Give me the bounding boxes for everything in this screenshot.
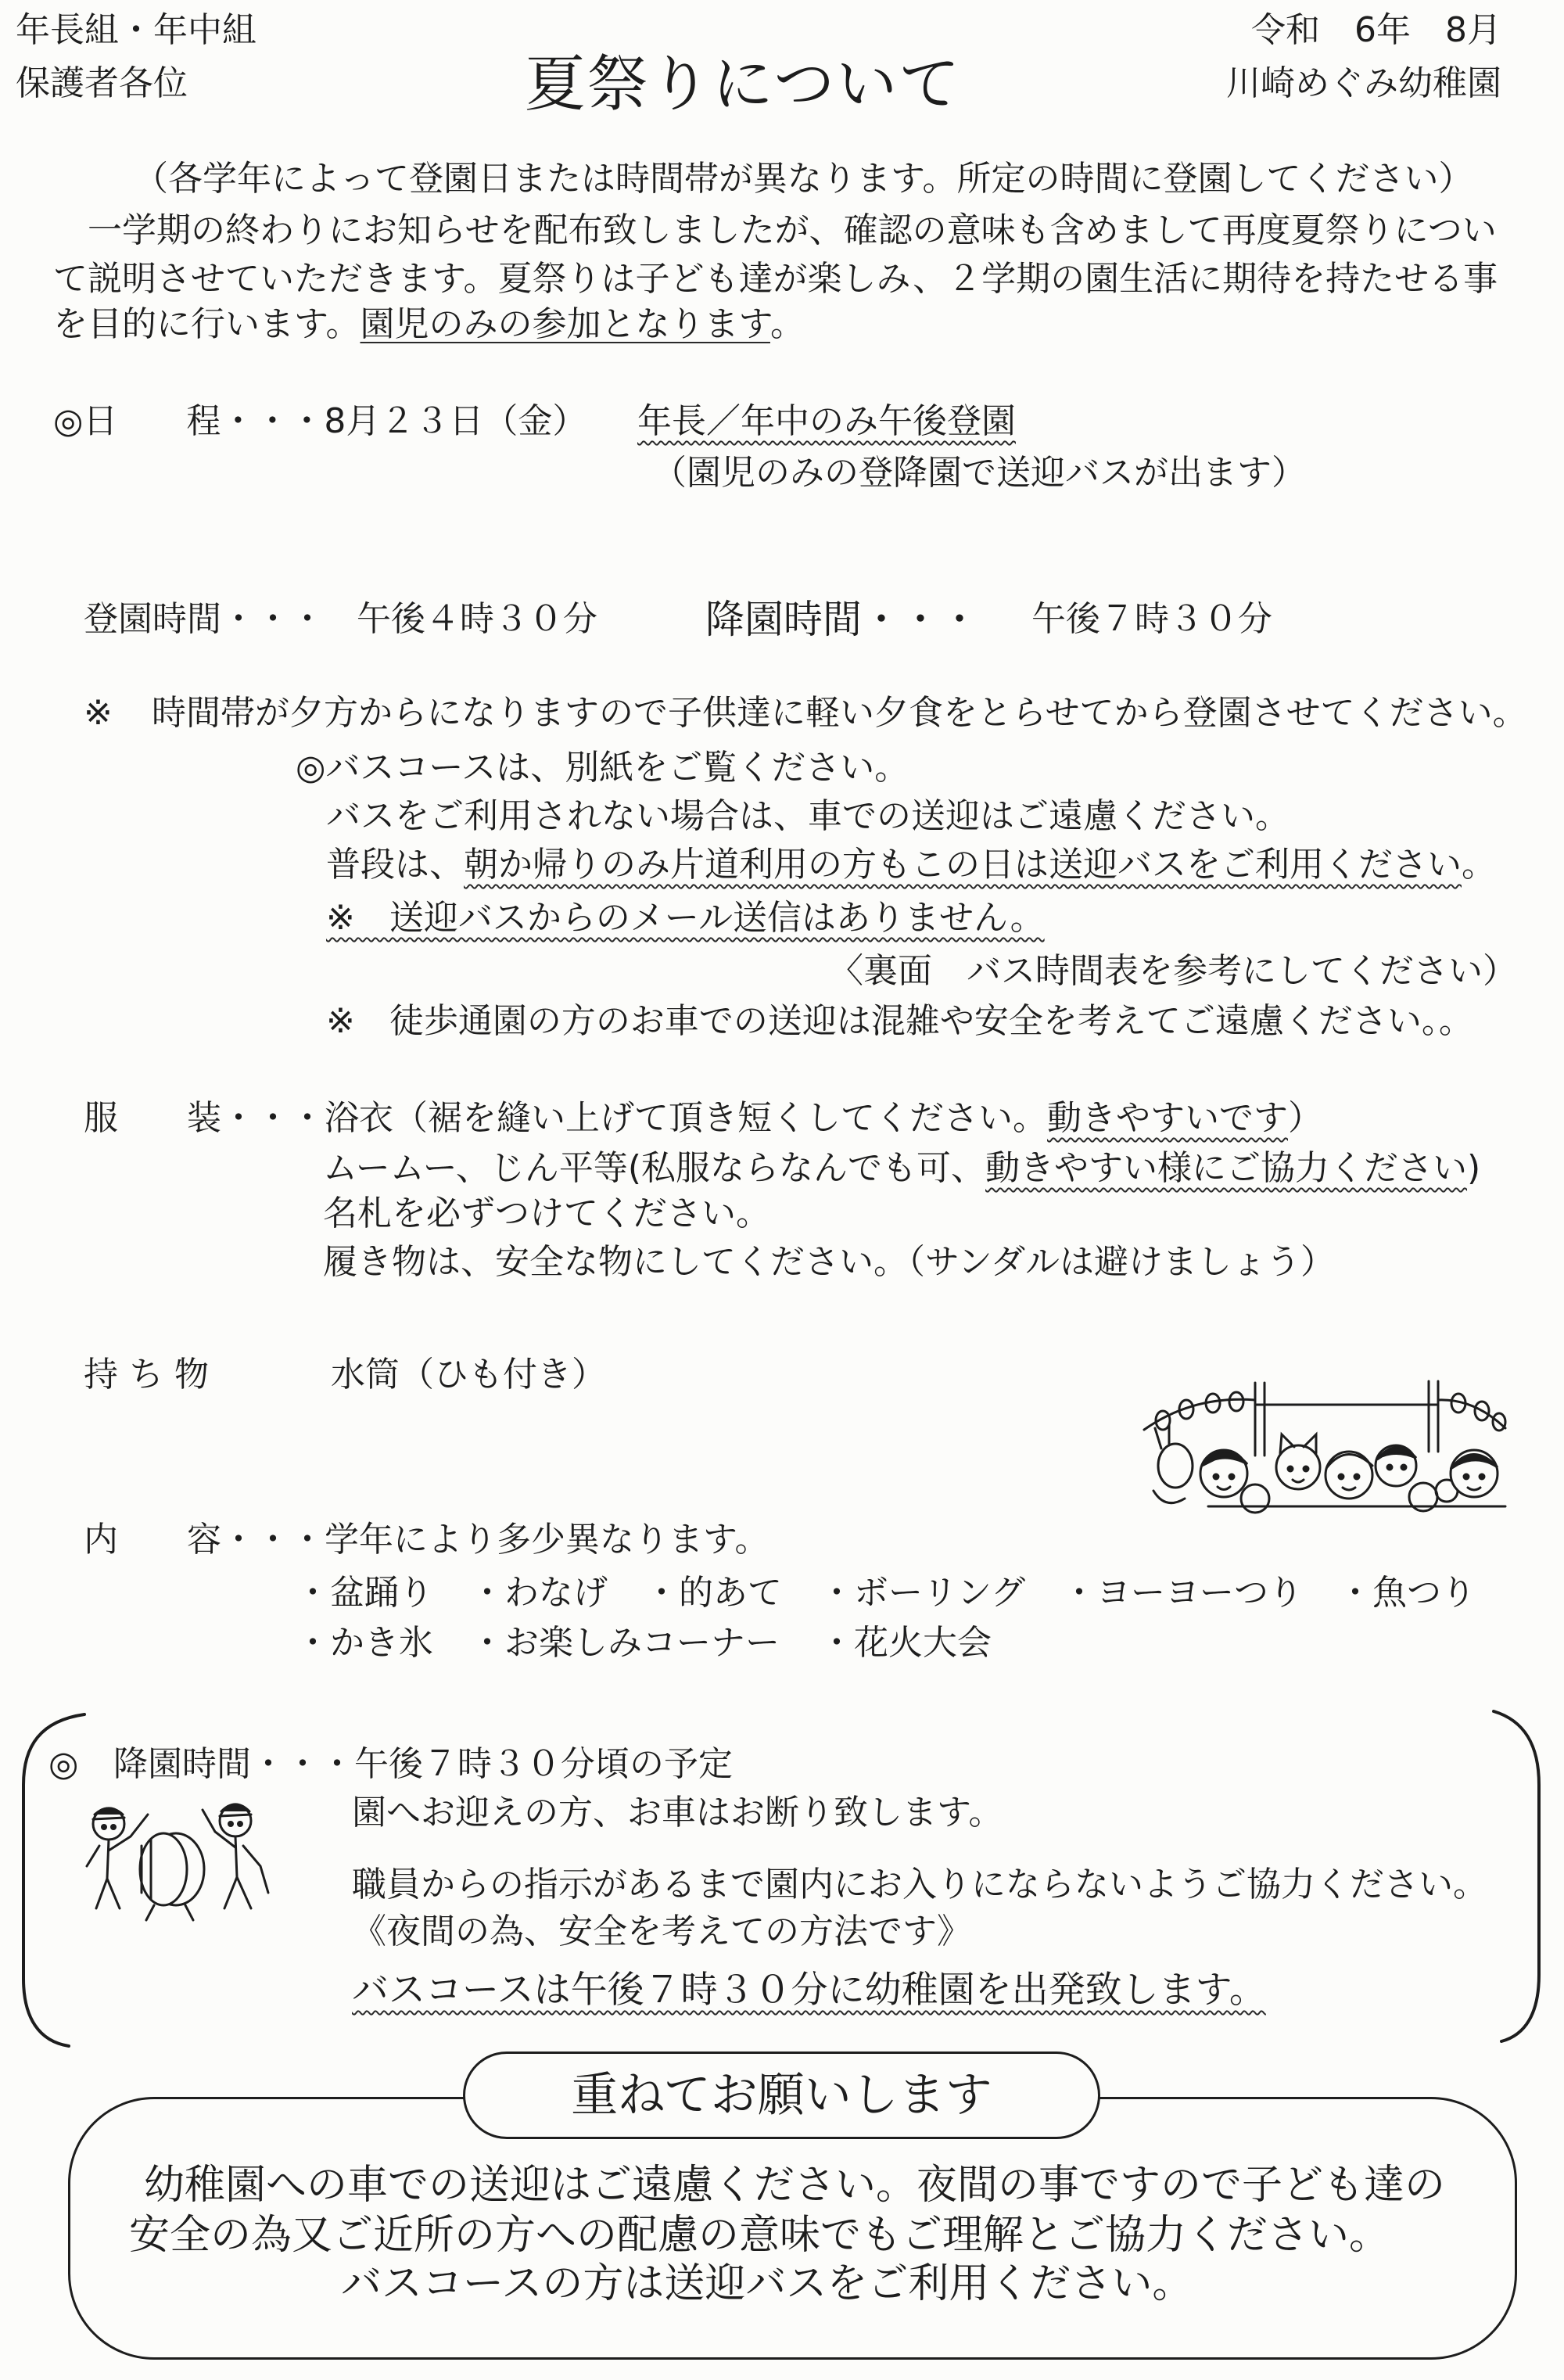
intro-line-3-end: 。 xyxy=(769,304,805,344)
one-way-note-end: 。 xyxy=(1462,845,1496,885)
activity-item: ・盆踊り xyxy=(296,1573,433,1613)
no-mail-note xyxy=(326,898,1045,939)
arrival-time-label: 登園時間・・・ xyxy=(84,599,325,639)
intro-line-1: 一学期の終わりにお知らせを配布致しましたが、確認の意味も含めまして再度夏祭りについ xyxy=(53,210,1497,250)
pickup-line-2: 職員からの指示があるまで園内にお入りにならないようご協力ください。 xyxy=(352,1865,1487,1904)
activity-item: ・花火大会 xyxy=(820,1623,992,1663)
dinner-note-mark: ※ xyxy=(84,693,113,733)
contents-line xyxy=(84,1520,769,1560)
schedule-target-text: 年長／年中のみ午後登園 xyxy=(637,401,1016,441)
schedule-target xyxy=(637,401,1016,442)
activity-item: ・お楽しみコーナー xyxy=(470,1623,780,1663)
issue-date: 令和 6年 8月 xyxy=(1251,10,1501,50)
activity-item: ・かき氷 xyxy=(296,1623,433,1663)
activity-item: ・ボーリング xyxy=(820,1573,1026,1613)
clothing-label: 服 装・・・ xyxy=(84,1098,325,1138)
request-line-1: 幼稚園への車での送迎はご遠慮ください。夜間の事ですので子ども達の xyxy=(144,2162,1446,2209)
one-way-note-underlined: 朝か帰りのみ片道利用の方もこの日は送迎バスをご利用ください xyxy=(464,845,1462,885)
activity-item: ・ヨーヨーつり xyxy=(1062,1573,1303,1613)
recipients-line-2: 保護者各位 xyxy=(16,63,188,103)
departure-time-value: 午後７時３０分 xyxy=(1031,599,1272,639)
intro-line-2: て説明させていただきます。夏祭りは子ども達が楽しみ、２学期の園生活に期待を持たせる事 xyxy=(53,259,1498,299)
intro-line-3-start: を目的に行います。 xyxy=(53,304,361,344)
clothing-line-4: 履き物は、安全な物にしてください。（サンダルは避けましょう） xyxy=(323,1242,1336,1282)
taiko-drum-illustration xyxy=(76,1791,273,1924)
intro-line-3-underlined: 園児のみの参加となります xyxy=(360,304,770,344)
departure-time-label: 降園時間・・・ xyxy=(705,597,979,642)
contents-label: 内 容・・・ xyxy=(84,1520,325,1560)
sender-name: 川崎めぐみ幼稚園 xyxy=(1226,63,1501,103)
clothing-line-1 xyxy=(84,1098,1322,1139)
activity-item: ・的あて xyxy=(644,1573,782,1613)
page-title: 夏祭りについて xyxy=(524,49,962,120)
pickup-line-4 xyxy=(352,1969,1266,2012)
recipients-line-1: 年長組・年中組 xyxy=(16,10,256,50)
bus-course-note: ◎バスコースは、別紙をご覧ください。 xyxy=(296,748,909,788)
intro-line-3 xyxy=(53,304,805,345)
clothing-line-2 xyxy=(323,1148,1480,1189)
one-way-note xyxy=(326,845,1496,885)
no-car-note: バスをご利用されない場合は、車での送迎はご遠慮ください。 xyxy=(326,796,1290,836)
schedule-bus-note: （園児のみの登降園で送迎バスが出ます） xyxy=(652,453,1306,493)
schedule-label: ◎日 程・・・ xyxy=(53,401,325,441)
clothing-line-3: 名札を必ずつけてください。 xyxy=(323,1194,770,1233)
clothing-line-1-end: ） xyxy=(1288,1098,1322,1138)
timetable-note: 〈裏面 バス時間表を参考にしてください） xyxy=(829,951,1517,991)
activity-item: ・わなげ xyxy=(470,1573,608,1613)
belongings-label: 持 ち 物 xyxy=(84,1355,209,1395)
clothing-line-2-underlined: 動きやすい様にご協力ください xyxy=(985,1148,1468,1188)
pickup-line-3: 《夜間の為、安全を考えての方法です》 xyxy=(352,1912,971,1951)
pickup-mark: ◎ xyxy=(48,1744,79,1784)
request-line-2: 安全の為又ご近所の方への配慮の意味でもご理解とご協力ください。 xyxy=(129,2212,1390,2259)
clothing-line-2-start: ムームー、じん平等(私服ならなんでも可、 xyxy=(323,1148,986,1188)
arrival-time-value: 午後４時３０分 xyxy=(357,599,597,639)
clothing-line-1-underlined: 動きやすいです xyxy=(1047,1098,1288,1138)
request-heading: 重ねてお願いします xyxy=(463,2052,1100,2139)
one-way-note-start: 普段は、 xyxy=(326,845,464,885)
clothing-line-2-end: ) xyxy=(1467,1148,1481,1188)
request-line-3: バスコースの方は送迎バスをご利用ください。 xyxy=(341,2260,1193,2307)
dinner-note-text: 時間帯が夕方からになりますので子供達に軽い夕食をとらせてから登園させてください。 xyxy=(152,693,1527,733)
pickup-heading: 降園時間・・・午後７時３０分頃の予定 xyxy=(113,1744,733,1784)
pickup-line-1: 園へお迎えの方、お車はお断り致します。 xyxy=(352,1793,1003,1833)
pickup-line-4-text: バスコースは午後７時３０分に幼稚園を出発致します。 xyxy=(352,1969,1266,2012)
schedule-line xyxy=(53,401,586,442)
festival-crowd-illustration xyxy=(1138,1373,1509,1522)
schedule-date: 8月２３日（金） xyxy=(324,401,587,441)
contents-note: 学年により多少異なります。 xyxy=(325,1520,769,1560)
belongings-value: 水筒（ひも付き） xyxy=(331,1355,606,1395)
no-mail-note-text: ※ 送迎バスからのメール送信はありません。 xyxy=(326,898,1045,938)
activity-item: ・魚つり xyxy=(1338,1573,1476,1613)
clothing-line-1-start: 浴衣（裾を縫い上げて頂き短くしてください。 xyxy=(325,1098,1047,1138)
intro-notice: （各学年によって登園日または時間帯が異なります。所定の時間に登園してください） xyxy=(134,159,1473,199)
right-bracket xyxy=(1494,1711,1539,2041)
walking-note: ※ 徒歩通園の方のお車での送迎は混雑や安全を考えてご遠慮ください。。 xyxy=(326,1001,1473,1041)
